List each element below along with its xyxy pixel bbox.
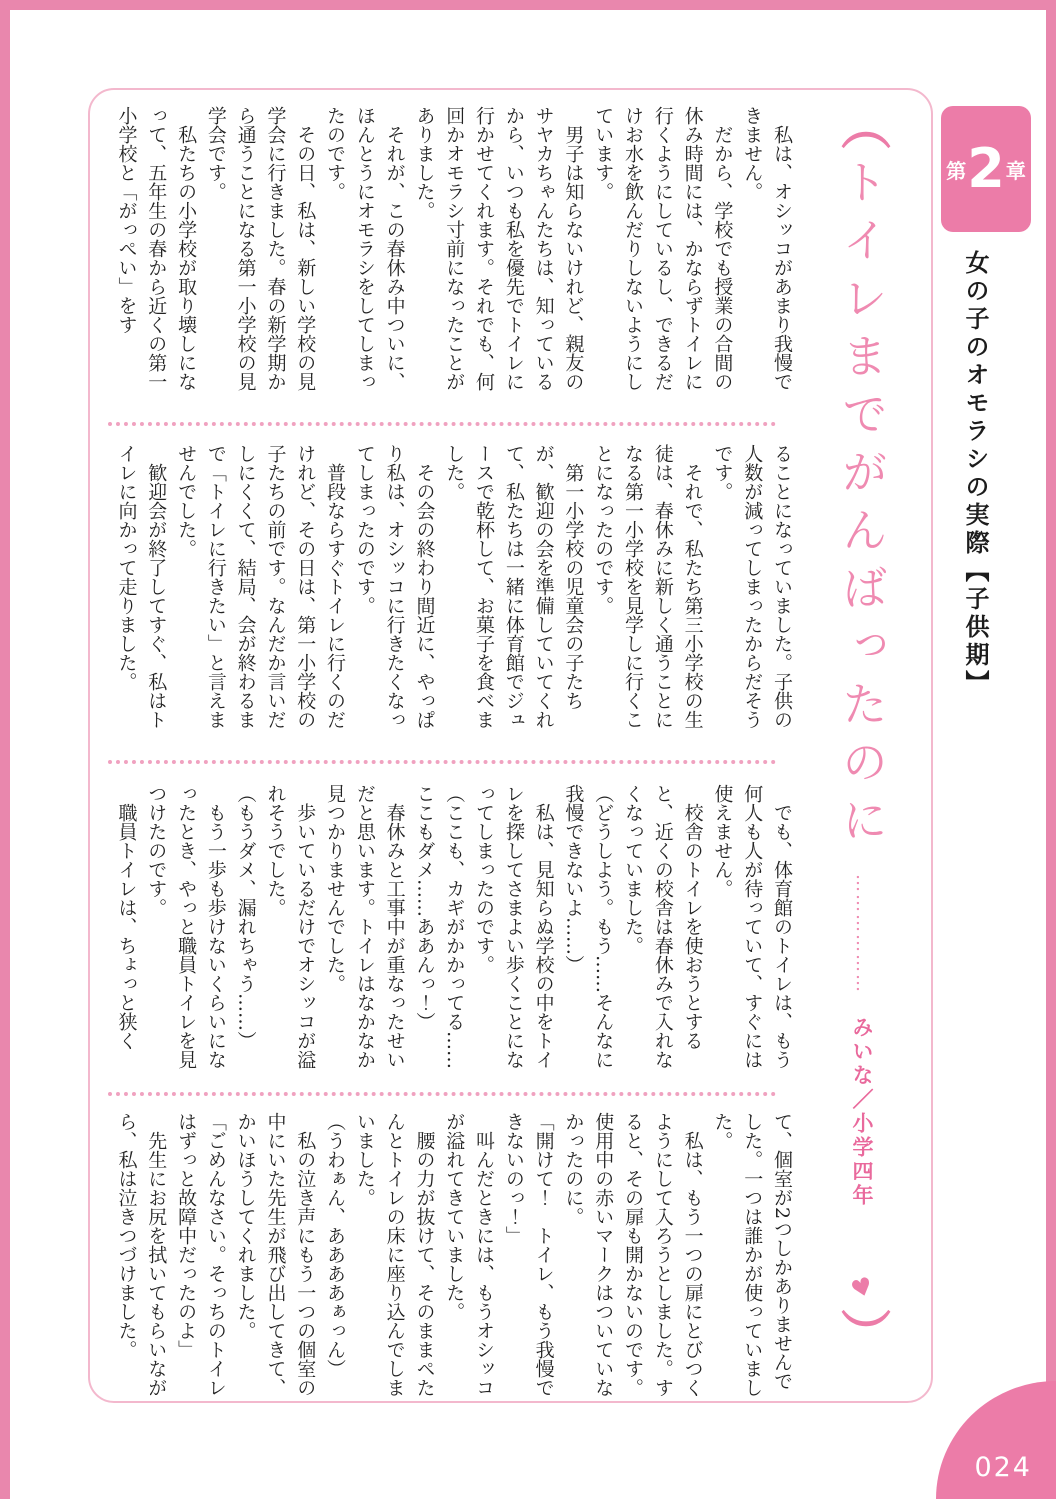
chapter-prefix: 第 xyxy=(946,158,967,183)
paragraph: 「開けて！ トイレ、もう我慢できないのっ！」 xyxy=(502,1112,555,1397)
title-bracket-open-icon: （ xyxy=(833,100,892,150)
chapter-suffix: 章 xyxy=(1005,158,1026,183)
page-number: 024 xyxy=(974,1452,1032,1483)
band-separator xyxy=(108,422,776,426)
paragraph: 男子は知らないけれど、親友のサヤカちゃんたちは、知っているから、いつも私を優先でトイレに行かせてくれます。それでも、何回かオモラシ寸前になったことがありました。 xyxy=(413,106,585,391)
title-leader-dots: ……………… xyxy=(852,874,873,994)
paragraph: 私は、もう一つの扉にとびつくようにして入ろうとしました。すると、その扉も開かないのです。使用中の赤いマークはついていなかったのに。 xyxy=(562,1112,704,1397)
band-separator xyxy=(108,760,776,764)
paragraph: それで、私たち第三小学校の生徒は、春休みに新しく通うことになる第一小学校を見学しに行くことになったのです。 xyxy=(592,444,704,729)
paragraph: （もうダメ、漏れちゃう……） xyxy=(234,784,257,1050)
article-title xyxy=(793,100,927,1390)
page-frame-top xyxy=(0,0,1056,10)
content-box xyxy=(88,88,933,1403)
paragraph: 校舎のトイレを使おうとすると、近くの校舎は春休みで入れなくなっていました。 xyxy=(622,784,704,1069)
page-frame-left xyxy=(0,0,10,1499)
paragraph: 叫んだときには、もうオシッコが溢れてきていました。 xyxy=(443,1112,496,1397)
paragraph: 春休みと工事中が重なったせいだと思います。トイレはなかなか見つかりませんでした。 xyxy=(324,784,406,1069)
title-attribution: みいな／小学四年 xyxy=(850,1016,874,1208)
paragraph: 私は、オシッコがあまり我慢できません。 xyxy=(741,106,793,391)
paragraph: 「ごめんなさい。そっちのトイレはずっと故障中だったのよ」 xyxy=(175,1112,227,1397)
paragraph: て、個室が2つしかありませんでした。一つは誰かが使っていました。 xyxy=(711,1112,793,1397)
paragraph: その日、私は、新しい学校の見学会に行きました。春の新学期から通うことになる第一小学校の見学会です。 xyxy=(204,106,317,391)
paragraph: でも、体育館のトイレは、もう何人も人が待っていて、すぐには使えません。 xyxy=(711,784,793,1069)
chapter-subtitle: 女の子のオモラシの実際【子供期】 xyxy=(961,250,989,698)
band-separator xyxy=(108,1092,776,1096)
paragraph: もう一歩も歩けないくらいになったとき、やっと職員トイレを見つけたのです。 xyxy=(145,784,227,1069)
chapter-badge xyxy=(941,106,1031,232)
paragraph: （うわぁん、ああああぁっん） xyxy=(324,1112,347,1378)
paragraph: 第一小学校の児童会の子たちが、歓迎の会を準備していてくれて、私たちは一緒に体育館でジュースで乾杯して、お菓子を食べました。 xyxy=(443,444,585,729)
paragraph: 私たちの小学校が取り壊しになって、五年生の春から近くの第一小学校と「がっぺい」をす xyxy=(115,106,198,391)
paragraph: 歩いているだけでオシッコが溢れそうでした。 xyxy=(264,784,317,1069)
paragraph: 歓迎会が終了してすぐ、私はトイレに向かって走りました。 xyxy=(115,444,168,729)
paragraph: （どうしよう。もう……そんなに我慢できないよ……） xyxy=(562,784,615,1069)
paragraph: 腰の力が抜けて、そのままペたんとトイレの床に座り込んでしまいました。 xyxy=(353,1112,436,1397)
paragraph: 私の泣き声にもう一つの個室の中にいた先生が飛び出してきて、かいほうしてくれました。 xyxy=(234,1112,317,1397)
chapter-number: 2 xyxy=(967,137,1005,200)
paragraph: 私は、見知らぬ学校の中をトイレを探してさまよい歩くことになってしまったのです。 xyxy=(473,784,555,1069)
paragraph: ることになっていました。子供の人数が減ってしまったからだそうです。 xyxy=(711,444,793,729)
paragraph: だから、学校でも授業の合間の休み時間には、かならずトイレに行くようにしているし、できるだけお水を飲んだりしないようにしています。 xyxy=(592,106,734,391)
title-bracket-close-icon: ） xyxy=(833,1308,892,1358)
article-title-text: トイレまでがんばったのに xyxy=(835,158,889,854)
text-band-3 xyxy=(104,784,796,1082)
paragraph: それが、この春休み中ついに、ほんとうにオモラシをしてしまったのです。 xyxy=(324,106,406,391)
paragraph: 職員トイレは、ちょっと狭く xyxy=(115,803,138,1050)
heart-icon: ♥ xyxy=(844,1270,880,1306)
paragraph: その会の終わり間近に、やっぱり私は、オシッコに行きたくなってしまったのです。 xyxy=(353,444,436,729)
paragraph: 普段ならすぐトイレに行くのだけれど、その日は、第一小学校の子たちの前です。なんだか言いだしにくくて、結局、会が終わるまで「トイレに行きたい」と言えませんでした。 xyxy=(175,444,347,729)
text-band-4 xyxy=(104,1112,796,1400)
paragraph: （ここも、カギがかかってる……ここもダメ……ああんっ！） xyxy=(413,784,466,1069)
text-band-2 xyxy=(104,444,796,742)
text-band-1 xyxy=(104,106,796,404)
page-frame-right xyxy=(1046,0,1056,1499)
paragraph: 先生にお尻を拭いてもらいながら、私は泣きつづけました。 xyxy=(115,1112,168,1397)
